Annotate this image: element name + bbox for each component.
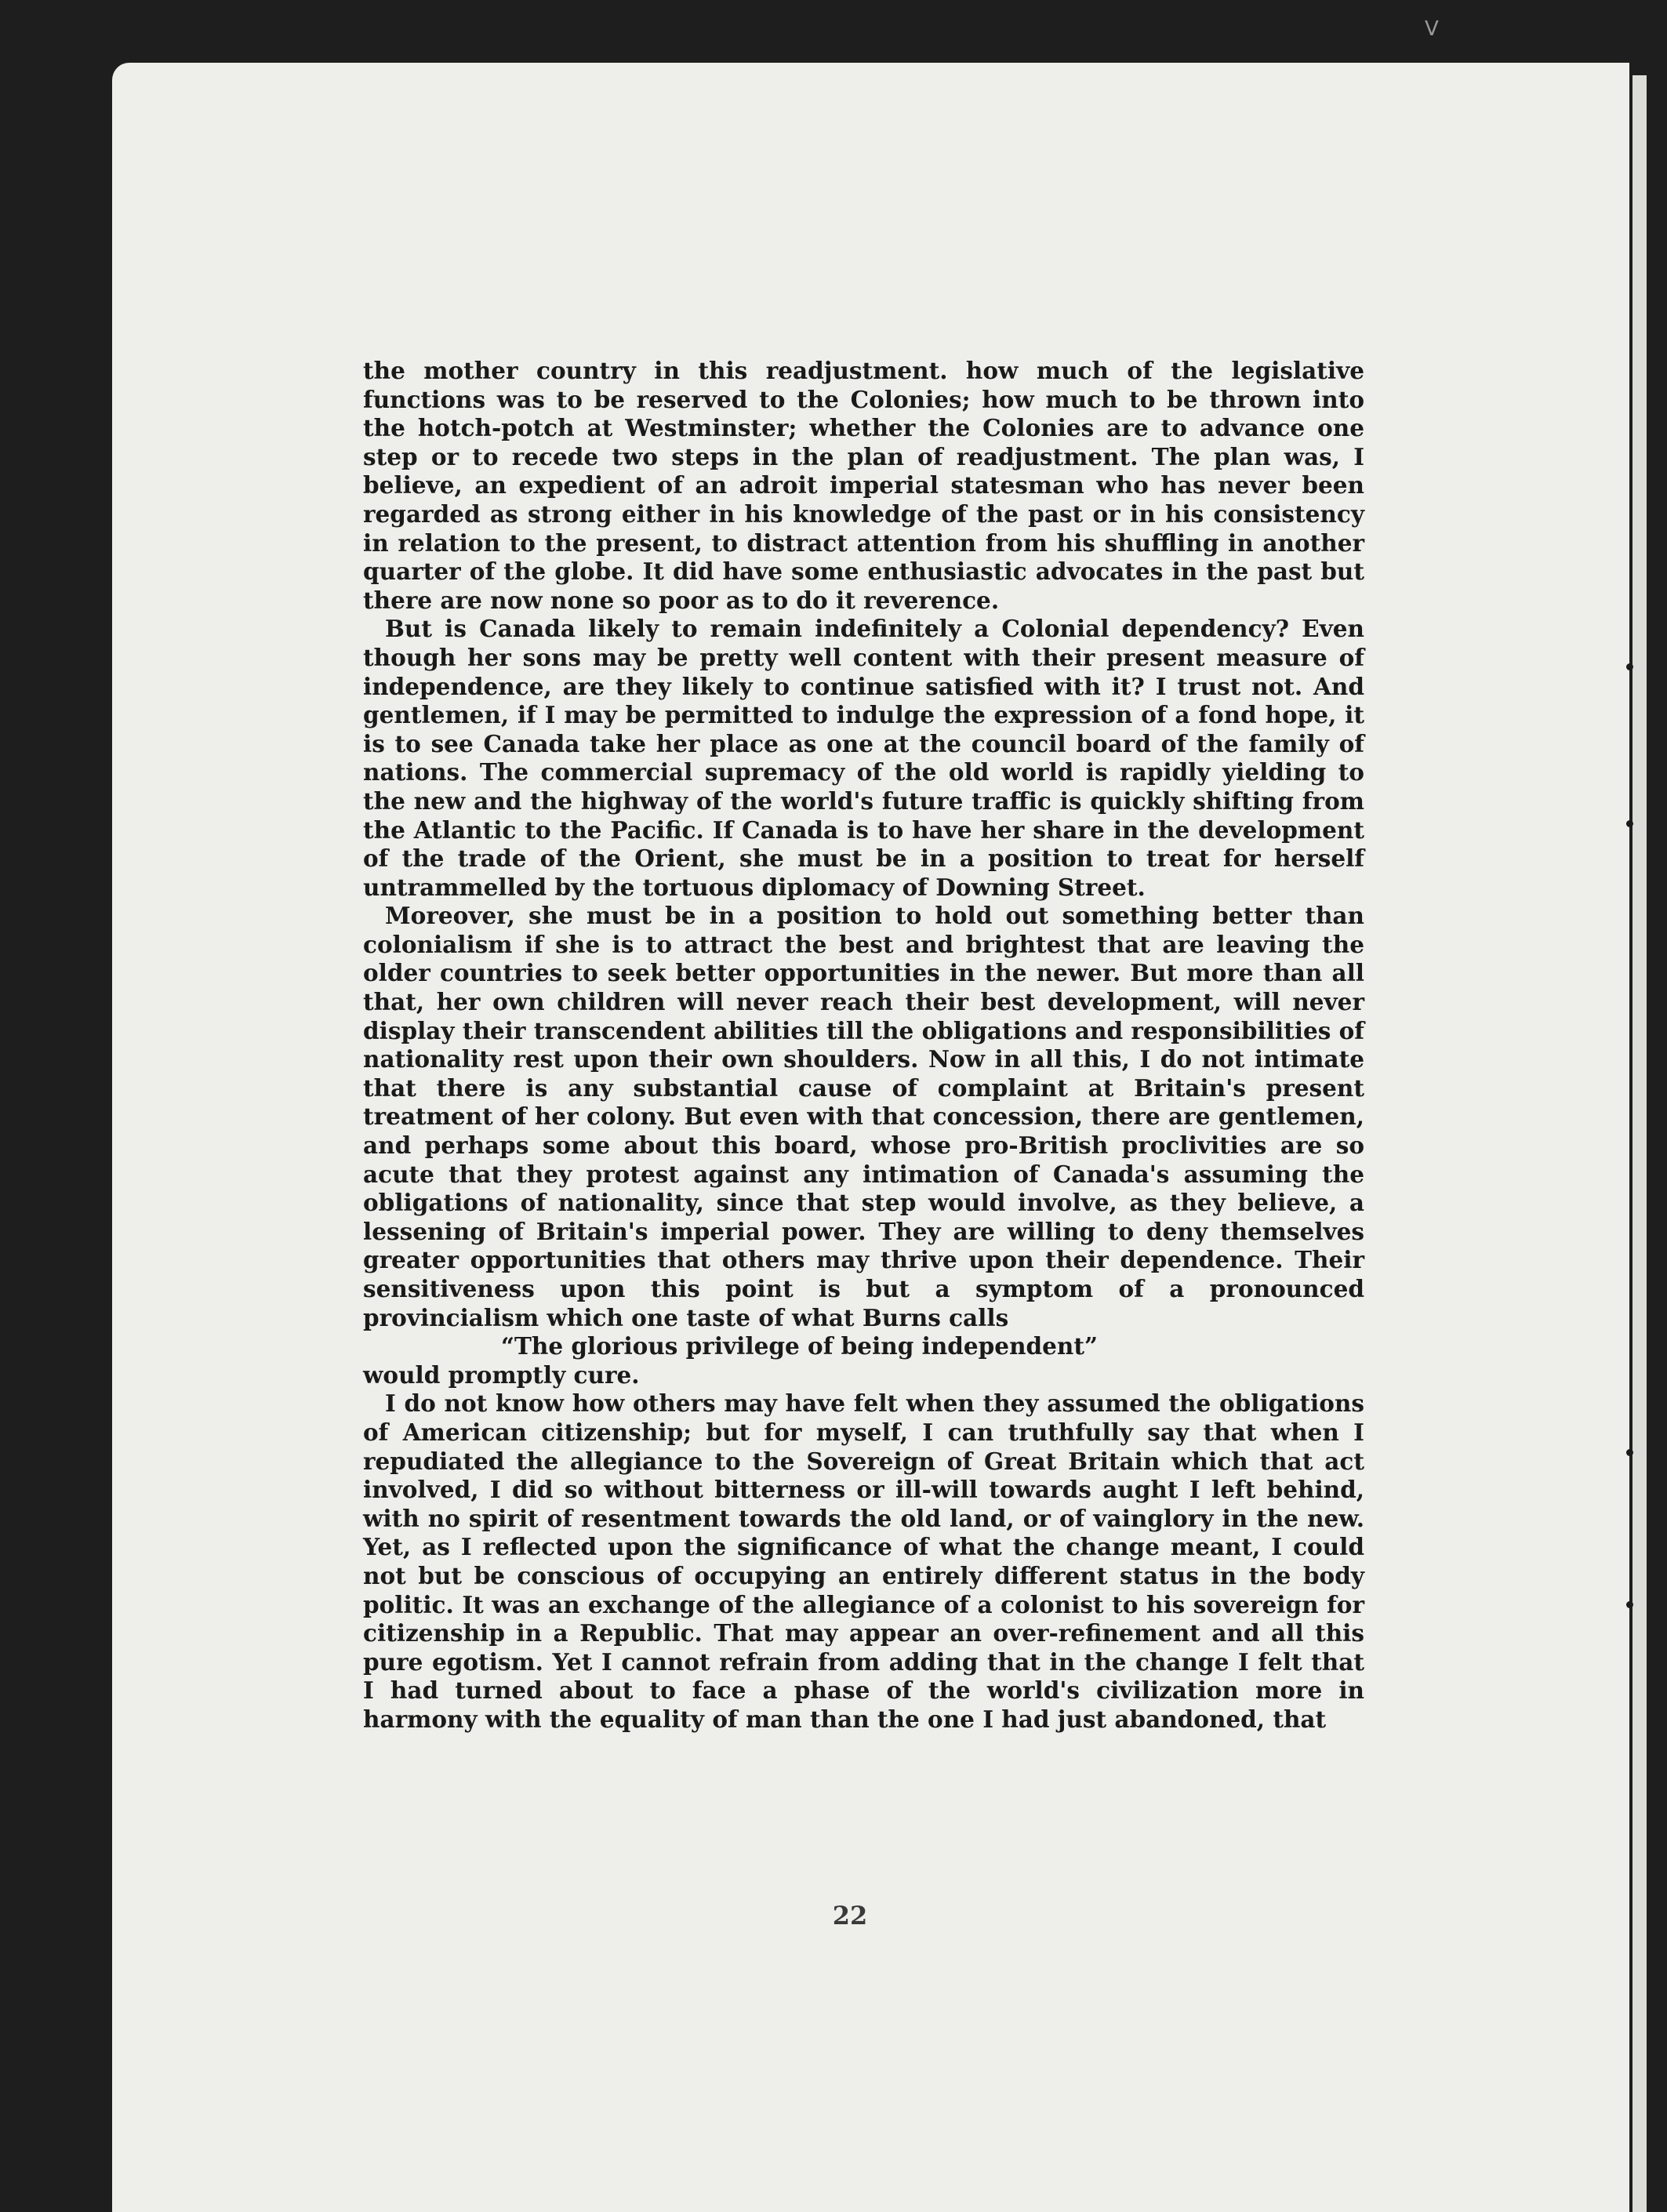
page-number: 22: [832, 1901, 868, 1931]
margin-dot: [1626, 1449, 1633, 1456]
paragraph-4: would promptly cure.: [363, 1360, 640, 1389]
paragraph-2: But is Canada likely to remain indefinitely a Colonial dependency? Even though her sons may be pretty well content with their present measure of independence, are they likely to continue satisfied with it? I trust not. And gentlemen, if I may be permitted to indulge the expression of a fond hope, it is to see Canada take her place as one at the council board of the family of nations. The commercial supremacy of the old world is rapidly yielding to the new and the highway of the world's future traffic is quickly shifting from the Atlantic to the Pacific. If Canada is to have her share in the development of the trade of the Orient, she must be in a position to treat for herself untrammelled by the tortuous diplomacy of Downing Street.: [363, 615, 1364, 901]
body-text: [363, 357, 1364, 1734]
margin-dot: [1626, 663, 1633, 670]
corner-mark: V: [1425, 17, 1439, 41]
paragraph-3: Moreover, she must be in a position to hold out something better than colonialism if she is to attract the best and brightest that are leaving the older countries to seek better opportunities in the newer. But more than all that, her own children will never reach their best development, will never display their transcendent abilities till the obligations and responsibilities of nationality rest upon their own shoulders. Now in all this, I do not intimate that there is any substantial cause of complaint at Britain's present treatment of her colony. But even with that concession, there are gentlemen, and perhaps some about this board, whose pro-British proclivities are so acute that they protest against any intimation of Canada's assuming the obligations of nationality, since that step would involve, as they believe, a lessening of Britain's imperial power. They are willing to deny themselves greater opportunities that others may thrive upon their dependence. Their sensitiveness upon this point is but a symptom of a pronounced provincialism which one taste of what Burns calls: [363, 902, 1364, 1331]
paragraph-5: I do not know how others may have felt when they assumed the obligations of American citizenship; but for myself, I can truthfully say that when I repudiated the allegiance to the Sovereign of Great Britain which that act involved, I did so without bitterness or ill-will towards aught I left behind, with no spirit of resentment towards the old land, or of vainglory in the new. Yet, as I reflected upon the significance of what the change meant, I could not but be conscious of occupying an entirely different status in the body politic. It was an exchange of the allegiance of a colonist to his sovereign for citizenship in a Republic. That may appear an over-refinement and all this pure egotism. Yet I cannot refrain from adding that in the change I felt that I had turned about to face a phase of the world's civilization more in harmony with the equality of man than the one I had just abandoned, that: [363, 1389, 1364, 1733]
margin-dot: [1626, 1601, 1633, 1608]
paragraph-1: the mother country in this readjustment. how much of the legislative functions was to be reserved to the Colonies; how much to be thrown into the hotch-potch at Westminster; whether the Colonies are to advance one step or to recede two steps in the plan of readjustment. The plan was, I believe, an expedient of an adroit imperial statesman who has never been regarded as strong either in his knowledge of the past or in his consistency in relation to the present, to distract attention from his shuffling in another quarter of the globe. It did have some enthusiastic advocates in the past but there are now none so poor as to do it reverence.: [363, 357, 1364, 614]
quotation: “The glorious privilege of being independent”: [501, 1332, 1098, 1360]
margin-dot: [1626, 820, 1633, 827]
page-edge: [1632, 75, 1647, 2212]
